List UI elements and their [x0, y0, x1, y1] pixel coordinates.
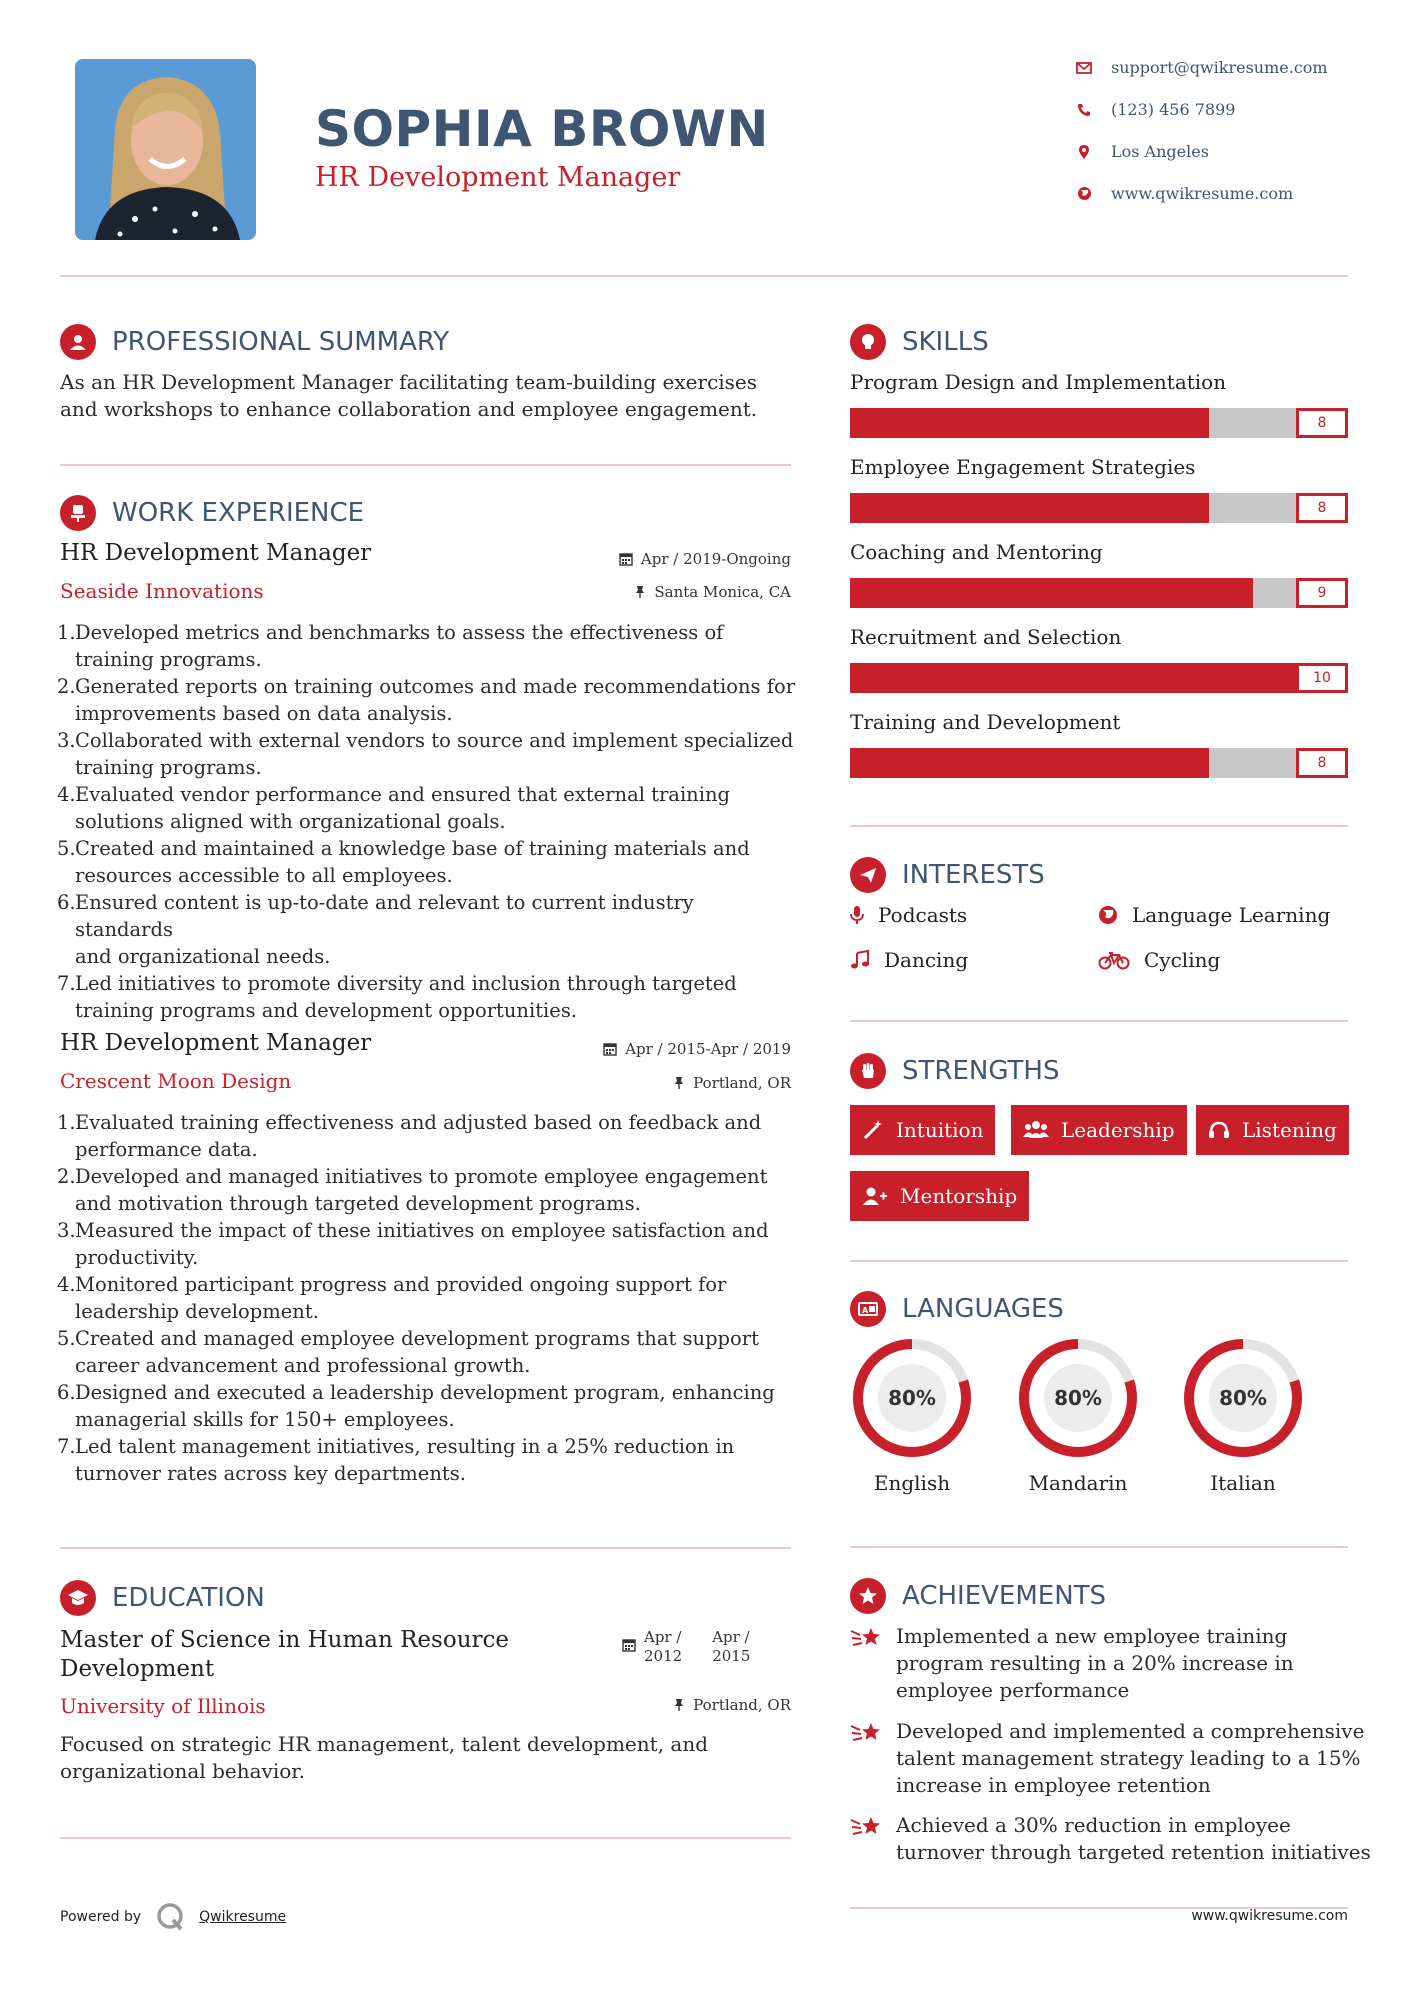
- education-location: [560, 1696, 791, 1714]
- job-2-bullet: 6. Designed and executed a leadership development program, enhancing managerial skills for 150+ employees.: [57, 1381, 775, 1431]
- job-1-bullet: 3. Collaborated with external vendors to source and implement specialized training programs.: [57, 729, 794, 779]
- strength-label: Intuition: [896, 1118, 984, 1142]
- pushpin-icon: [673, 1698, 685, 1712]
- education-start: Apr / 2012: [644, 1628, 683, 1665]
- pushpin-icon: [673, 1076, 685, 1090]
- phone-icon: [1075, 101, 1093, 119]
- job-1-bullet: 4. Evaluated vendor performance and ensured that external training solutions aligned with organizational goals.: [57, 783, 731, 833]
- strengths-heading: [850, 1053, 1060, 1089]
- job-1-location-text: Santa Monica, CA: [654, 583, 791, 601]
- interests-divider: [850, 1020, 1348, 1022]
- achievements-heading: [850, 1578, 1106, 1614]
- education-degree: [60, 1626, 509, 1684]
- achievement-item: Achieved a 30% reduction in employee turnover through targeted retention initiatives: [850, 1812, 1371, 1866]
- skills-divider: [850, 825, 1348, 827]
- education-description-line: organizational behavior.: [60, 1759, 305, 1783]
- award-star-icon: [850, 1578, 886, 1614]
- skill-bar-fill: [850, 748, 1209, 778]
- globe-icon: [1075, 185, 1093, 203]
- job-1-bullet: 2. Generated reports on training outcomes and made recommendations for improvements based on data analysis.: [57, 675, 796, 725]
- pushpin-icon: [634, 585, 646, 599]
- education-dates: [622, 1628, 750, 1666]
- job-1-bullets: [57, 619, 797, 1024]
- shooting-star-icon: [850, 1720, 884, 1746]
- languages-heading: [850, 1291, 1064, 1327]
- achievement-item: Implemented a new employee training program resulting in a 20% increase in employee performance: [850, 1623, 1294, 1704]
- job-1-bullet: 6. Ensured content is up-to-date and relevant to current industry standards and organizational needs.: [57, 891, 694, 968]
- contact-email[interactable]: [1075, 58, 1328, 77]
- skill-name: Training and Development: [850, 710, 1121, 734]
- education-divider: [60, 1837, 791, 1839]
- job-2-location: [560, 1074, 791, 1092]
- languages-divider: [850, 1546, 1348, 1548]
- candidate-name: SOPHIA BROWN: [315, 100, 769, 158]
- skills-heading: [850, 324, 989, 360]
- education-description-line: Focused on strategic HR management, talent development, and: [60, 1732, 709, 1756]
- footer-powered-text: Powered by: [60, 1909, 142, 1925]
- strengths-heading-text: STRENGTHS: [902, 1056, 1060, 1086]
- job-1-bullet: 5. Created and maintained a knowledge base of training materials and resources accessible to all employees.: [57, 837, 750, 887]
- summary-heading: [60, 324, 449, 360]
- strength-label: Listening: [1242, 1118, 1337, 1142]
- skill-bar: [850, 748, 1348, 778]
- job-2-bullet: 1. Evaluated training effectiveness and adjusted based on feedback and performance data.: [57, 1111, 762, 1161]
- skill-level-badge: 8: [1296, 748, 1348, 778]
- language-name: Mandarin: [1028, 1471, 1128, 1495]
- bicycle-icon: [1098, 950, 1130, 970]
- job-1-location: [560, 583, 791, 601]
- achievements-heading-text: ACHIEVEMENTS: [902, 1581, 1107, 1611]
- job-2-location-text: Portland, OR: [693, 1074, 791, 1092]
- interest-label: Cycling: [1144, 948, 1221, 972]
- briefcase-chair-icon: [60, 495, 96, 531]
- skills-heading-text: SKILLS: [902, 327, 989, 357]
- job-2-dates-text: Apr / 2015-Apr / 2019: [625, 1040, 791, 1058]
- interest-language-learning: [1098, 903, 1330, 927]
- strength-label: Leadership: [1061, 1118, 1175, 1142]
- education-school: University of Illinois: [60, 1694, 266, 1718]
- experience-heading-text: WORK EXPERIENCE: [112, 498, 365, 528]
- skill-bar: [850, 408, 1348, 438]
- svg-text:A: A: [862, 1306, 869, 1315]
- skill-level-badge: 10: [1296, 663, 1348, 693]
- strengths-divider: [850, 1260, 1348, 1262]
- language-name: Italian: [1210, 1471, 1276, 1495]
- skill-level-badge: 9: [1296, 578, 1348, 608]
- profile-photo-image: [75, 59, 256, 240]
- music-note-icon: [850, 950, 870, 970]
- skill-name: Employee Engagement Strategies: [850, 455, 1196, 479]
- skill-name: Program Design and Implementation: [850, 370, 1227, 394]
- qwikresume-logo-icon: [155, 1901, 187, 1933]
- graduation-cap-icon: [60, 1580, 96, 1616]
- job-2-title: HR Development Manager: [60, 1030, 372, 1056]
- contact-phone-text: (123) 456 7899: [1111, 100, 1236, 119]
- raised-fist-icon: [850, 1053, 886, 1089]
- contact-email-text: support@qwikresume.com: [1111, 58, 1328, 77]
- contact-phone[interactable]: [1075, 100, 1235, 119]
- summary-text: As an HR Development Manager facilitating team-building exercises and workshops to enhance collaboration and employee engagement.: [60, 370, 758, 421]
- education-degree-line: Master of Science in Human Resource: [60, 1627, 509, 1653]
- shooting-star-icon: [850, 1814, 884, 1840]
- job-2-dates: [540, 1040, 791, 1058]
- contact-website-text: www.qwikresume.com: [1111, 184, 1294, 203]
- interests-heading-text: INTERESTS: [902, 860, 1045, 890]
- lightbulb-icon: [850, 324, 886, 360]
- education-heading: [60, 1580, 265, 1616]
- job-1-bullet: 7. Led initiatives to promote diversity and inclusion through targeted training programs and development opportunities.: [57, 972, 737, 1022]
- calendar-icon: [603, 1042, 617, 1056]
- interest-podcasts: [850, 903, 967, 927]
- globe-icon: [1098, 905, 1118, 925]
- experience-divider: [60, 1547, 791, 1549]
- footer-brand-link[interactable]: Qwikresume: [199, 1909, 287, 1925]
- achievement-item: Developed and implemented a comprehensive talent management strategy leading to a 15% increase in employee retention: [850, 1718, 1364, 1799]
- language-percent: 80%: [1219, 1386, 1267, 1410]
- strength-chip-intuition: [850, 1105, 995, 1155]
- skill-name: Recruitment and Selection: [850, 625, 1122, 649]
- education-degree-line: Development: [60, 1656, 215, 1682]
- skill-bar-fill: [850, 493, 1209, 523]
- job-2-bullet: 7. Led talent management initiatives, resulting in a 25% reduction in turnover rates across key departments.: [57, 1435, 735, 1485]
- summary-divider: [60, 464, 791, 466]
- calendar-icon: [619, 552, 633, 566]
- education-location-text: Portland, OR: [693, 1696, 791, 1714]
- microphone-icon: [850, 905, 864, 925]
- contact-website[interactable]: [1075, 184, 1293, 203]
- languages-heading-text: LANGUAGES: [902, 1294, 1064, 1324]
- users-icon: [1023, 1120, 1049, 1140]
- skill-bar: [850, 578, 1348, 608]
- job-2-bullet: 4. Monitored participant progress and provided ongoing support for leadership development.: [57, 1273, 727, 1323]
- strength-chip-mentorship: [850, 1171, 1029, 1221]
- user-circle-icon: [60, 324, 96, 360]
- strength-chip-listening: [1196, 1105, 1349, 1155]
- language-name: English: [873, 1471, 951, 1495]
- skill-bar: [850, 663, 1348, 693]
- skill-name: Coaching and Mentoring: [850, 540, 1103, 564]
- interest-label: Language Learning: [1132, 903, 1331, 927]
- job-2-company: Crescent Moon Design: [60, 1069, 292, 1093]
- job-1-company: Seaside Innovations: [60, 579, 264, 603]
- contact-location-text: Los Angeles: [1111, 142, 1209, 161]
- education-heading-text: EDUCATION: [112, 1583, 265, 1613]
- job-2-bullet: 2. Developed and managed initiatives to promote employee engagement and motivation through targeted development programs.: [57, 1165, 768, 1215]
- education-end: Apr / 2015: [712, 1628, 751, 1665]
- job-1-title: HR Development Manager: [60, 540, 372, 566]
- interest-label: Dancing: [884, 948, 969, 972]
- footer-powered-by: [60, 1901, 286, 1933]
- job-1-dates-text: Apr / 2019-Ongoing: [640, 550, 791, 568]
- skill-bar-fill: [850, 578, 1253, 608]
- interest-cycling: [1098, 948, 1220, 972]
- envelope-icon: [1075, 59, 1093, 77]
- footer-website[interactable]: www.qwikresume.com: [1191, 1908, 1348, 1924]
- header-divider: [60, 275, 1348, 277]
- job-2-bullet: 5. Created and managed employee development programs that support career advancement and professional growth.: [57, 1327, 759, 1377]
- interests-heading: [850, 857, 1045, 893]
- skill-bar: [850, 493, 1348, 523]
- interest-dancing: [850, 948, 968, 972]
- experience-heading: [60, 495, 364, 531]
- skill-bar-fill: [850, 408, 1209, 438]
- calendar-icon: [622, 1638, 636, 1652]
- candidate-title: HR Development Manager: [315, 162, 681, 193]
- user-plus-icon: [862, 1186, 888, 1206]
- job-1-dates: [560, 550, 791, 568]
- summary-heading-text: PROFESSIONAL SUMMARY: [112, 327, 450, 357]
- strength-chip-leadership: [1011, 1105, 1187, 1155]
- language-percent: 80%: [888, 1386, 936, 1410]
- shooting-star-icon: [850, 1625, 884, 1651]
- education-description: [60, 1731, 800, 1785]
- job-2-bullet: 3. Measured the impact of these initiatives on employee satisfaction and productivity.: [57, 1219, 769, 1269]
- map-pin-icon: [1075, 143, 1093, 161]
- interest-label: Podcasts: [878, 903, 968, 927]
- skill-level-badge: 8: [1296, 408, 1348, 438]
- headphones-icon: [1208, 1120, 1230, 1140]
- job-2-bullets: [57, 1109, 797, 1487]
- contact-location: [1075, 142, 1209, 161]
- language-translate-icon: [850, 1291, 886, 1327]
- skill-bar-fill: [850, 663, 1348, 693]
- skill-level-badge: 8: [1296, 493, 1348, 523]
- language-percent: 80%: [1054, 1386, 1102, 1410]
- profile-photo: [75, 59, 256, 240]
- job-1-bullet: 1. Developed metrics and benchmarks to assess the effectiveness of training programs.: [57, 621, 724, 671]
- strength-label: Mentorship: [900, 1184, 1018, 1208]
- paper-plane-icon: [850, 857, 886, 893]
- magic-wand-icon: [862, 1119, 884, 1141]
